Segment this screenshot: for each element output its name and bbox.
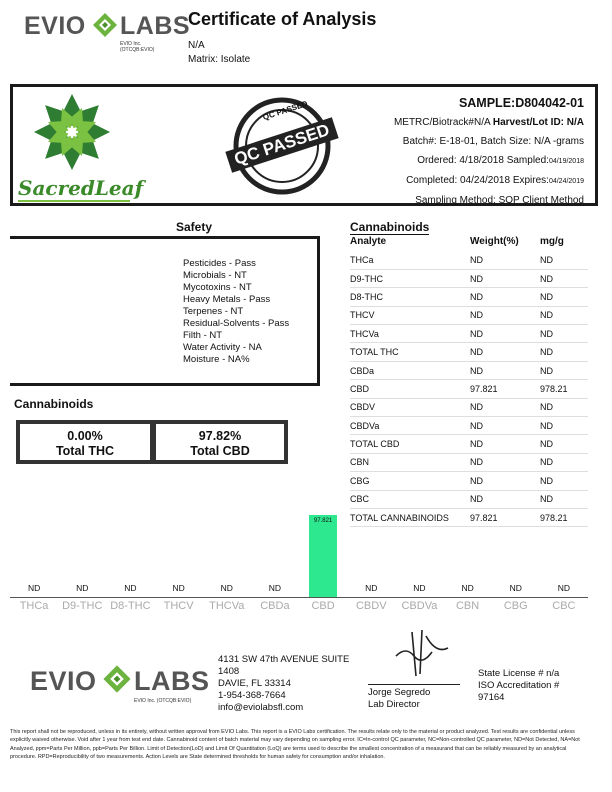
weight-cell: ND: [470, 490, 540, 508]
chart-bar: [309, 515, 337, 597]
mg-cell: ND: [540, 251, 588, 269]
weight-cell: ND: [470, 269, 540, 287]
total-cbd-label: Total CBD: [190, 444, 250, 458]
analyte-cell: CBDa: [350, 361, 470, 379]
analyte-cell: D8-THC: [350, 288, 470, 306]
total-thc-label: Total THC: [55, 444, 115, 458]
footer-logo-labs-text: LABS: [134, 666, 210, 696]
address-line: 1-954-368-7664: [218, 690, 286, 701]
total-thc-value: 0.00%: [67, 429, 103, 443]
weight-cell: ND: [470, 417, 540, 435]
cannabinoid-table: [350, 236, 588, 527]
analyte-cell: THCa: [350, 251, 470, 269]
footer-evio-leaf-icon: [100, 662, 134, 696]
chart-data-label: ND: [124, 583, 137, 593]
sacred-leaf-logo-icon: [30, 90, 114, 174]
chart-category-label: THCV: [163, 600, 194, 612]
mg-cell: ND: [540, 288, 588, 306]
weight-cell: 97.821: [470, 380, 540, 398]
chart-category-label: CBG: [503, 600, 528, 612]
safety-item: Mycotoxins - NT: [183, 282, 252, 293]
safety-item: Microbials - NT: [183, 270, 247, 281]
client-na: N/A: [188, 40, 205, 51]
mg-cell: ND: [540, 472, 588, 490]
signer-title: Lab Director: [368, 699, 420, 710]
table-row: [350, 361, 588, 379]
sample-details: [394, 94, 584, 210]
weight-cell: ND: [470, 472, 540, 490]
footer-logo-subtitle: EVIO Inc. (OTCQB:EVIO): [134, 698, 192, 704]
header-logo: [24, 8, 191, 53]
ordered-line: [394, 151, 584, 171]
logo-subtitle: EVIO Inc. (OTCQB:EVIO): [120, 41, 155, 53]
analyte-cell: TOTAL CBD: [350, 435, 470, 453]
chart-data-label: ND: [413, 583, 426, 593]
table-row: [350, 269, 588, 287]
safety-item: Water Activity - NA: [183, 342, 262, 353]
safety-title: Safety: [176, 220, 213, 234]
completed-line: [394, 171, 584, 191]
mg-cell: ND: [540, 490, 588, 508]
analyte-cell: TOTAL CANNABINOIDS: [350, 508, 470, 526]
sampled-date: 04/19/2018: [548, 158, 584, 165]
chart-data-label: ND: [172, 583, 185, 593]
chart-data-label: ND: [27, 583, 41, 593]
safety-list: [183, 258, 289, 366]
mg-cell: ND: [540, 269, 588, 287]
col-mg: mg/g: [540, 236, 564, 247]
signature-line: [368, 684, 460, 685]
total-cbd-value: 97.82%: [198, 429, 242, 443]
table-header-row: [350, 236, 588, 251]
expires-date: 04/24/2019: [548, 178, 584, 185]
safety-item: Heavy Metals - Pass: [183, 294, 271, 305]
cannabinoid-bar-chart: [0, 500, 612, 612]
chart-category-label: CBDVa: [401, 600, 438, 612]
sample-id: SAMPLE:D804042-01: [458, 96, 584, 110]
mg-cell: 978.21: [540, 508, 588, 526]
safety-item: Residual-Solvents - Pass: [183, 318, 290, 329]
analyte-cell: CBC: [350, 490, 470, 508]
chart-data-label: ND: [461, 583, 474, 593]
weight-cell: 97.821: [470, 508, 540, 526]
address-line: info@eviolabsfl.com: [218, 702, 304, 713]
table-row: [350, 306, 588, 324]
cannabinoid-table-body: [350, 251, 588, 527]
logo-labs-text: LABS: [120, 12, 191, 40]
address-line: 1408: [218, 666, 240, 677]
logo-evio-text: EVIO: [24, 12, 86, 40]
lab-address: [218, 654, 349, 714]
weight-cell: ND: [470, 288, 540, 306]
chart-category-label: CBD: [311, 600, 335, 612]
table-row: [350, 472, 588, 490]
qc-passed-stamp: [232, 96, 332, 196]
chart-data-label: ND: [76, 583, 89, 593]
chart-data-label: ND: [268, 583, 282, 593]
chart-category-label: CBC: [552, 600, 576, 612]
analyte-cell: CBN: [350, 453, 470, 471]
table-row: [350, 288, 588, 306]
chart-category-label: THCVa: [209, 600, 245, 612]
sampling-method: Sampling Method: SOP Client Method: [415, 195, 584, 206]
analyte-cell: CBG: [350, 472, 470, 490]
weight-cell: ND: [470, 306, 540, 324]
summary-title: Cannabinoids: [14, 397, 94, 411]
metrc-line: [394, 113, 584, 132]
chart-category-label: D8-THC: [110, 600, 151, 612]
harvest-lot-id: Harvest/Lot ID: N/A: [492, 117, 584, 128]
weight-cell: ND: [470, 343, 540, 361]
stamp-top-text: QC PASSED: [261, 99, 309, 122]
weight-cell: ND: [470, 325, 540, 343]
mg-cell: ND: [540, 361, 588, 379]
sacred-leaf-wordmark: SacredLeaf: [18, 176, 144, 200]
chart-data-label: ND: [509, 583, 522, 593]
address-line: 4131 SW 47th AVENUE SUITE: [218, 654, 350, 665]
col-analyte: Analyte: [350, 236, 387, 247]
analyte-cell: TOTAL THC: [350, 343, 470, 361]
license-info: [478, 668, 559, 704]
analyte-cell: CBDV: [350, 398, 470, 416]
safety-item: Moisture - NA%: [183, 354, 250, 365]
chart-data-label: 97.821: [313, 518, 333, 524]
signer-name: Jorge Segredo: [368, 687, 431, 698]
footer-logo-evio-text: EVIO: [30, 666, 97, 696]
disclaimer: This report shall not be reproduced, unless in its entirety, without written approval from EVIO Labs. This report is a EVIO Labs certification. The results relate only to the material or product analyzed. Test results are confidential unless explicitly waived otherwise. Void after 1 year from test end date. Cannabinoid content of batch material may vary depending on sampling error. IC=In-control QC parameter, NC=Non-controlled QC parameter, ND=Not Detected, NA=Not Analyzed, ppm=Parts Per Million, ppb=Parts Per Billion. Limit of Detection(LoD) and Limit Of Quantitation (LoQ) are terms used to describe the smallest concentration of a measurand that can be reliably measured by an analytical procedure. RPD=Reproducibility of two measurements. Action Levels are State determined thresholds for human safety for consumption and/or inhalation.: [10, 729, 580, 760]
chart-category-label: CBN: [455, 600, 480, 612]
mg-cell: ND: [540, 453, 588, 471]
chart-category-label: D9-THC: [62, 600, 103, 612]
analyte-cell: D9-THC: [350, 269, 470, 287]
analyte-cell: THCV: [350, 306, 470, 324]
batch-info: Batch#: E-18-01, Batch Size: N/A -grams: [402, 136, 584, 147]
footer-logo: [30, 660, 210, 704]
weight-cell: ND: [470, 251, 540, 269]
analyte-cell: CBD: [350, 380, 470, 398]
table-row: [350, 435, 588, 453]
mg-cell: ND: [540, 417, 588, 435]
sampled-label: Sampled:: [506, 155, 549, 166]
chart-data-label: ND: [557, 583, 571, 593]
mg-cell: ND: [540, 398, 588, 416]
chart-category-label: THCa: [19, 600, 49, 612]
table-row: [350, 398, 588, 416]
chart-category-label: CBDV: [355, 600, 387, 612]
total-thc-box: [16, 420, 154, 464]
page-title: Certificate of Analysis: [188, 9, 377, 29]
evio-leaf-icon: [90, 10, 120, 40]
ordered-date: Ordered: 4/18/2018: [417, 155, 504, 166]
weight-cell: ND: [470, 361, 540, 379]
analyte-cell: CBDVa: [350, 417, 470, 435]
chart-data-label: ND: [220, 583, 233, 593]
col-weight: Weight(%): [470, 236, 519, 247]
safety-item: Terpenes - NT: [183, 306, 244, 317]
weight-cell: ND: [470, 398, 540, 416]
chart-data-label: ND: [365, 583, 378, 593]
license-line: ISO Accreditation #: [478, 680, 560, 691]
license-line: 97164: [478, 692, 505, 703]
signature-icon: [392, 626, 452, 682]
chart-category-label: CBDa: [260, 600, 290, 612]
address-line: DAVIE, FL 33314: [218, 678, 291, 689]
matrix-label: Matrix: Isolate: [188, 54, 251, 65]
completed-date: Completed: 04/24/2018: [406, 175, 511, 186]
analyte-cell: THCVa: [350, 325, 470, 343]
mg-cell: ND: [540, 343, 588, 361]
safety-item: Filth - NT: [183, 330, 223, 341]
mg-cell: 978.21: [540, 380, 588, 398]
weight-cell: ND: [470, 435, 540, 453]
metrc-id: METRC/Biotrack#N/A: [393, 117, 491, 128]
weight-cell: ND: [470, 453, 540, 471]
total-cbd-box: [152, 420, 288, 464]
table-row: [350, 343, 588, 361]
table-row: [350, 380, 588, 398]
stamp-main-text: QC PASSED: [225, 117, 338, 173]
table-row: [350, 453, 588, 471]
table-row: [350, 417, 588, 435]
license-line: State License # n/a: [478, 668, 560, 679]
table-row: [350, 325, 588, 343]
chart-baseline: [10, 597, 588, 598]
cannabinoid-table-title: Cannabinoids: [350, 220, 430, 234]
mg-cell: ND: [540, 435, 588, 453]
table-row: [350, 251, 588, 269]
expires-label: Expires:: [512, 175, 549, 186]
mg-cell: ND: [540, 325, 588, 343]
safety-item: Pesticides - Pass: [183, 258, 256, 269]
mg-cell: ND: [540, 306, 588, 324]
